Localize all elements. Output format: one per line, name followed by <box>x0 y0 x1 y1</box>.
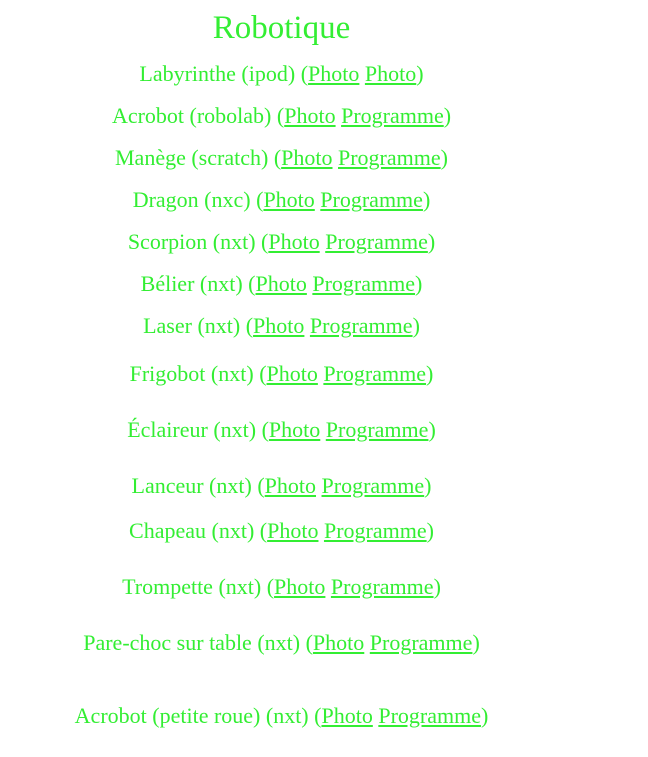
programme-link[interactable]: Programme <box>309 313 413 338</box>
robot-row-eclaireur <box>0 416 563 444</box>
open-paren: ( <box>253 361 267 386</box>
robot-name: Labyrinthe (ipod) <box>139 61 296 86</box>
close-paren: ) <box>472 630 480 655</box>
robot-name: Dragon (nxc) <box>132 187 251 212</box>
open-paren: ( <box>251 473 265 498</box>
photo-link[interactable]: Photo <box>274 574 326 599</box>
photo-link[interactable]: Photo <box>266 361 318 386</box>
page-title: Robotique <box>212 10 351 46</box>
close-paren: ) <box>412 313 420 338</box>
robot-row-pare-choc <box>0 629 563 657</box>
open-paren: ( <box>256 417 269 442</box>
robot-row-chapeau <box>0 517 563 545</box>
programme-link[interactable]: Programme <box>378 703 481 728</box>
close-paren: ) <box>428 417 436 442</box>
open-paren: ( <box>308 703 322 728</box>
close-paren: ) <box>426 361 434 386</box>
programme-link[interactable]: Programme <box>323 518 427 543</box>
photo-link[interactable]: Photo <box>253 313 305 338</box>
programme-link[interactable]: Programme <box>341 103 444 128</box>
programme-link[interactable]: Programme <box>312 271 416 296</box>
close-paren: ) <box>440 145 448 170</box>
close-paren: ) <box>422 187 431 212</box>
robot-row-trompette <box>0 573 563 601</box>
open-paren: ( <box>261 574 275 599</box>
robot-name: Acrobot (robolab) <box>111 103 272 128</box>
robot-name: Lanceur (nxt) <box>131 473 252 498</box>
close-paren: ) <box>426 518 434 543</box>
programme-link[interactable]: Programme <box>321 473 425 498</box>
open-paren: ( <box>295 61 309 86</box>
close-paren: ) <box>424 473 432 498</box>
photo-link[interactable]: Photo <box>281 145 333 170</box>
open-paren: ( <box>250 187 264 212</box>
robot-name: Acrobot (petite roue) (nxt) <box>74 703 309 728</box>
close-paren: ) <box>443 103 452 128</box>
photo-link[interactable]: Photo <box>308 61 360 86</box>
photo-link[interactable]: Photo <box>264 473 317 498</box>
robot-name: Chapeau (nxt) <box>129 518 255 543</box>
programme-link[interactable]: Programme <box>369 630 473 655</box>
programme-link[interactable]: Programme <box>325 417 429 442</box>
robot-name: Frigobot (nxt) <box>129 361 254 386</box>
photo-link[interactable]: Photo <box>284 103 336 128</box>
robot-row-manege <box>0 144 563 172</box>
open-paren: ( <box>242 271 256 296</box>
photo-link[interactable]: Photo <box>321 703 373 728</box>
photo-link-2[interactable]: Photo <box>364 61 417 86</box>
robot-row-lanceur <box>0 472 563 500</box>
robot-name: Pare-choc sur table (nxt) <box>83 630 301 655</box>
programme-link[interactable]: Programme <box>323 361 427 386</box>
open-paren: ( <box>261 229 269 254</box>
close-paren: ) <box>427 229 436 254</box>
robot-row-acrobot-robolab <box>0 102 563 130</box>
robot-name: Bélier (nxt) <box>140 271 243 296</box>
robot-row-laser <box>0 312 563 340</box>
close-paren: ) <box>415 271 423 296</box>
programme-link[interactable]: Programme <box>325 229 428 254</box>
robot-row-acrobot-petite-roue <box>0 702 563 730</box>
photo-link[interactable]: Photo <box>312 630 365 655</box>
open-paren: ( <box>254 518 268 543</box>
robot-name: Trompette (nxt) <box>122 574 262 599</box>
robot-name: Éclaireur (nxt) <box>127 417 257 442</box>
open-paren: ( <box>300 630 313 655</box>
photo-link[interactable]: Photo <box>268 417 321 442</box>
programme-link[interactable]: Programme <box>338 145 441 170</box>
robot-row-scorpion <box>0 228 563 256</box>
robot-name: Laser (nxt) <box>143 313 241 338</box>
close-paren: ) <box>416 61 424 86</box>
robot-row-belier <box>0 270 563 298</box>
photo-link[interactable]: Photo <box>267 518 319 543</box>
photo-link[interactable]: Photo <box>255 271 307 296</box>
robot-name: Manège (scratch) <box>115 145 274 170</box>
open-paren: ( <box>271 103 285 128</box>
close-paren: ) <box>480 703 489 728</box>
close-paren: ) <box>433 574 441 599</box>
robot-row-dragon <box>0 186 563 214</box>
open-paren: ( <box>273 145 282 170</box>
open-paren: ( <box>240 313 254 338</box>
robot-row-labyrinthe <box>0 60 563 88</box>
programme-link[interactable]: Programme <box>320 187 423 212</box>
robot-name: Scorpion (nxt) <box>127 229 262 254</box>
programme-link[interactable]: Programme <box>330 574 434 599</box>
photo-link[interactable]: Photo <box>263 187 315 212</box>
robot-row-frigobot <box>0 360 563 388</box>
photo-link[interactable]: Photo <box>268 229 320 254</box>
